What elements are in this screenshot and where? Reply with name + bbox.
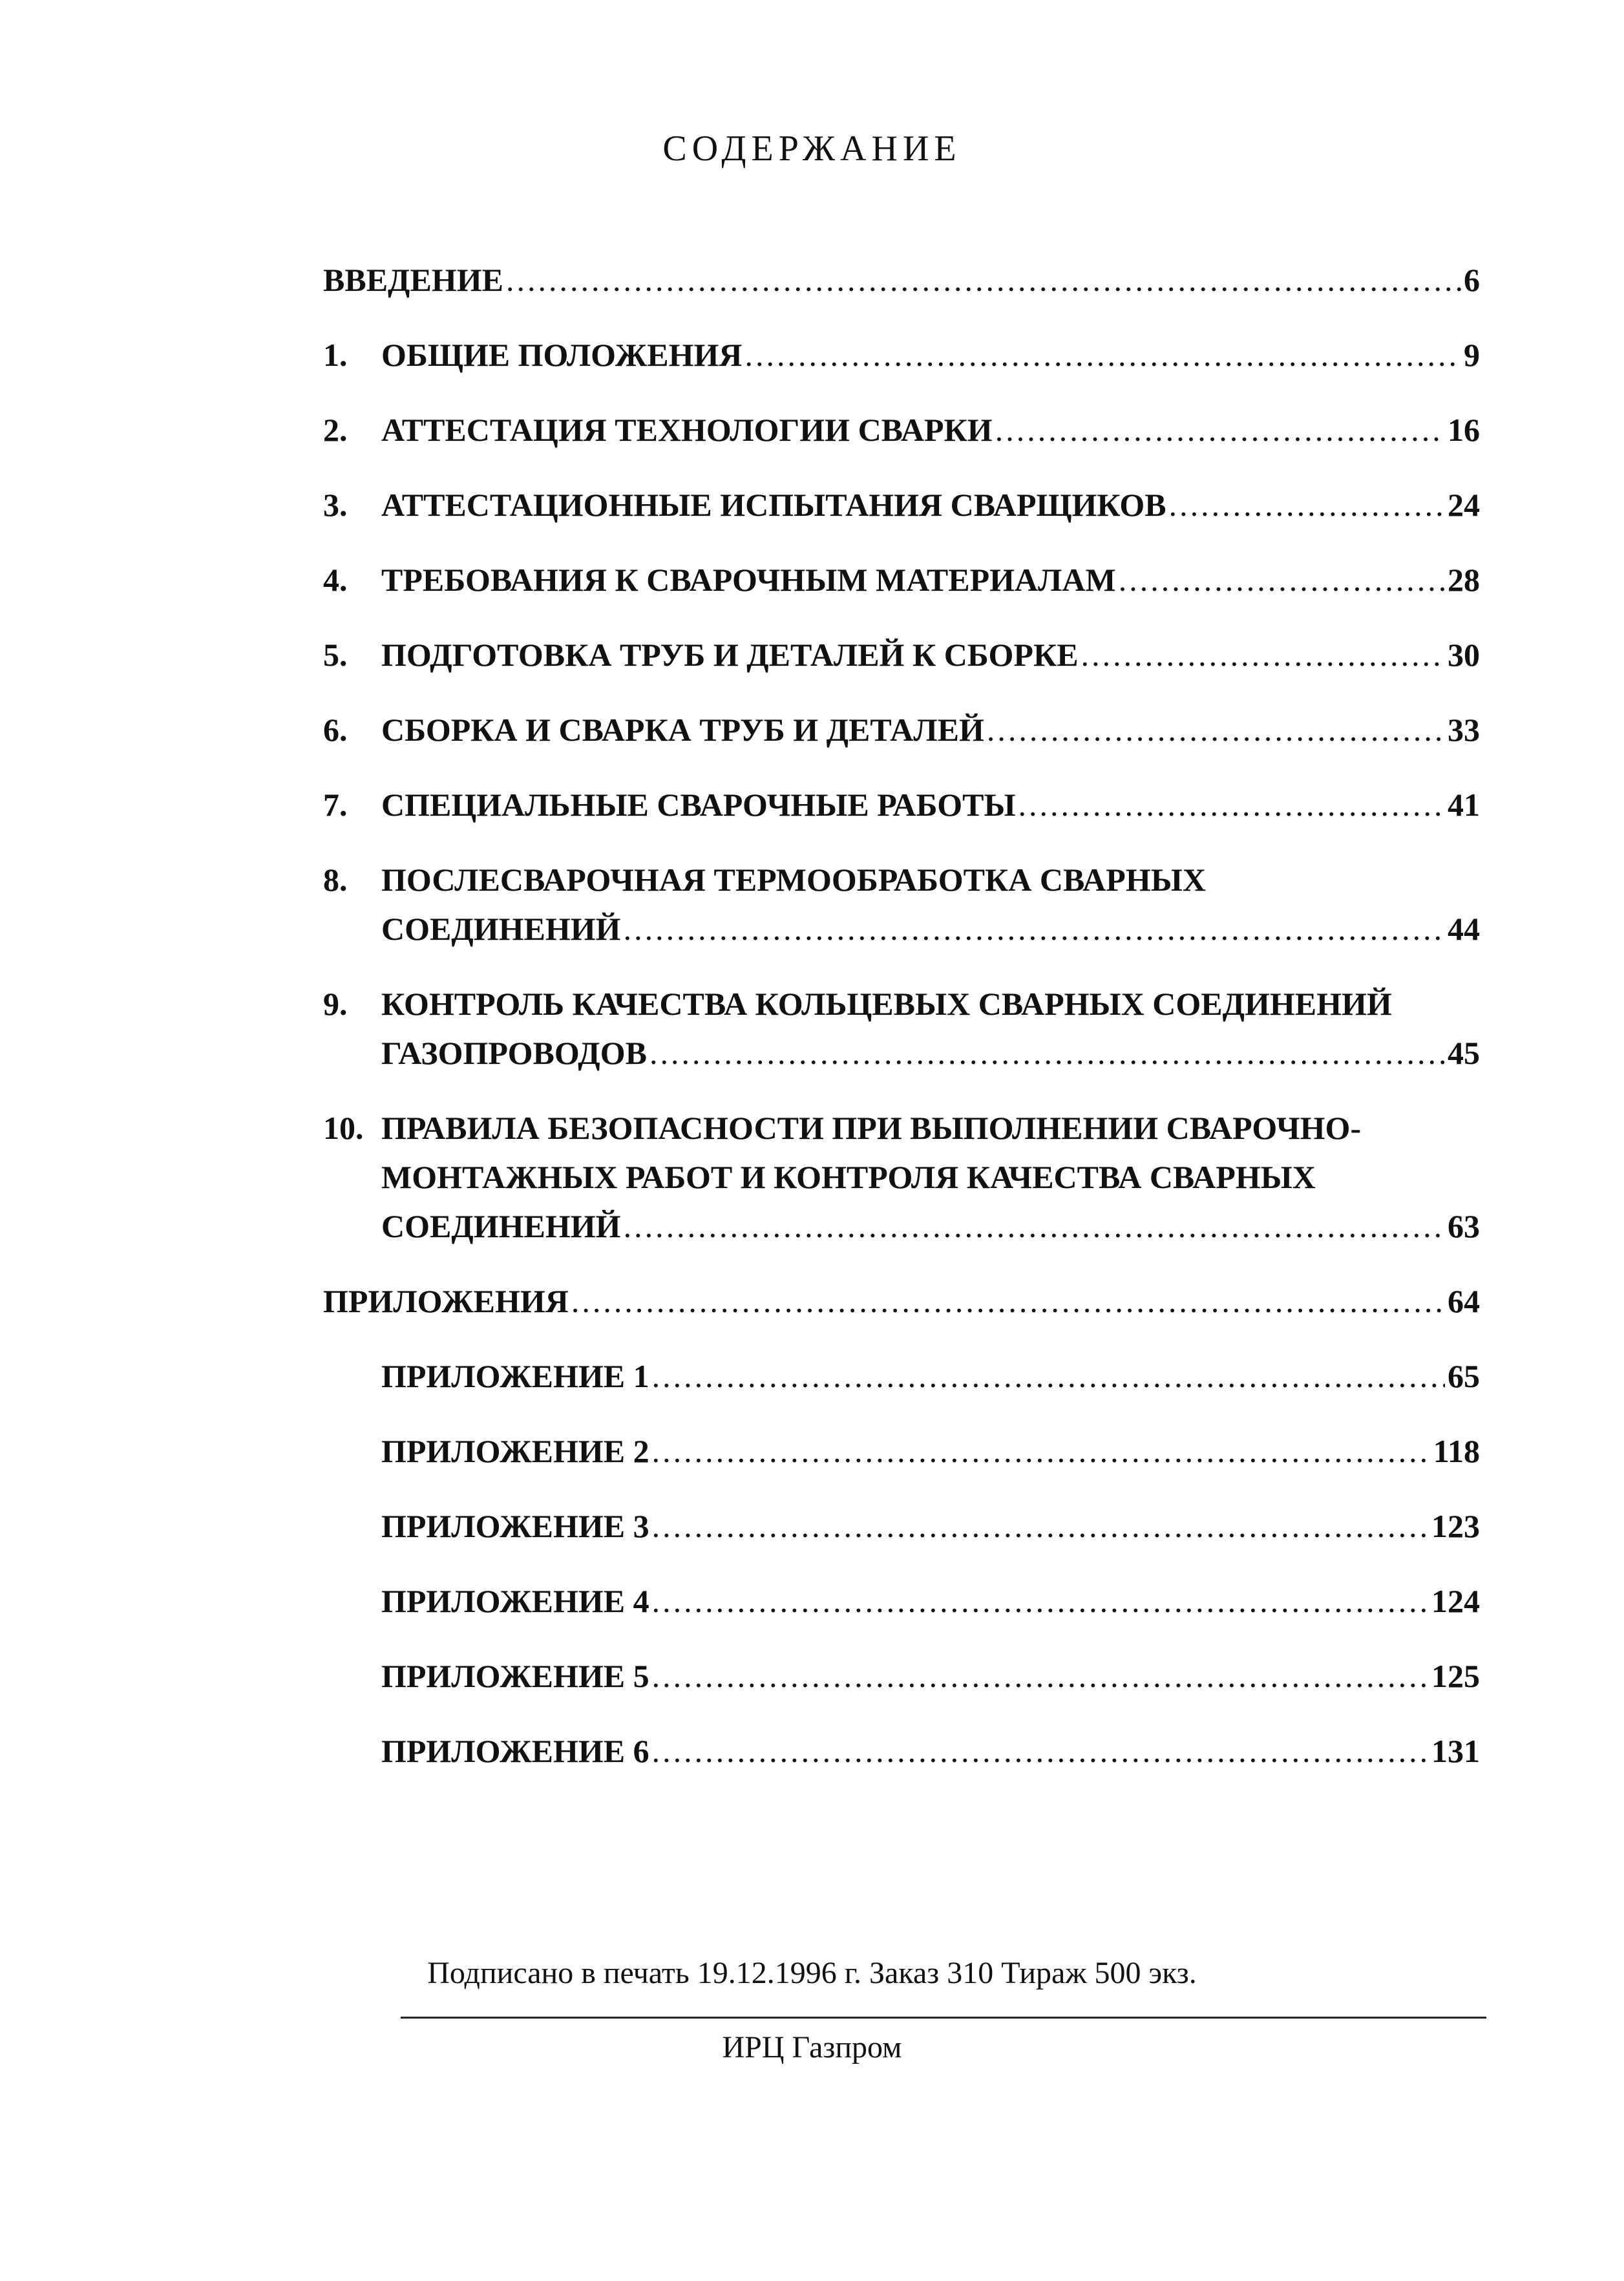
toc-entry-title: ТРЕБОВАНИЯ К СВАРОЧНЫМ МАТЕРИАЛАМ (381, 562, 1116, 598)
toc-entry-body (381, 1726, 1480, 1776)
toc-entry (323, 705, 1480, 754)
toc-entry-page: 63 (1448, 1208, 1480, 1244)
toc-entry-title-line: ПРАВИЛА БЕЗОПАСНОСТИ ПРИ ВЫПОЛНЕНИИ СВАРОЧНО- (381, 1110, 1362, 1146)
dot-leader (624, 904, 1445, 953)
toc-entry-line (381, 705, 1480, 754)
toc-entry-body (323, 255, 1480, 304)
toc-entry-body (381, 979, 1480, 1077)
toc-entry-line (381, 480, 1480, 529)
toc-entry-body (381, 405, 1480, 454)
toc-entry (323, 1352, 1480, 1401)
toc-entry-title: ПРИЛОЖЕНИЕ 2 (381, 1433, 649, 1469)
toc-entry-number: 5. (323, 637, 348, 673)
toc-entry-title: ПРИЛОЖЕНИЕ 5 (381, 1658, 649, 1694)
toc-entry-number: 9. (323, 986, 348, 1022)
toc-entry-title: ПОДГОТОВКА ТРУБ И ДЕТАЛЕЙ К СБОРКЕ (381, 637, 1079, 673)
toc-entry-line (381, 1028, 1480, 1077)
dot-leader (652, 1651, 1429, 1701)
dot-leader (652, 1427, 1431, 1476)
toc-entry (323, 1576, 1480, 1626)
toc-entry-line (381, 1576, 1480, 1626)
toc-entry-line (381, 555, 1480, 604)
toc-entry-line (381, 1651, 1480, 1701)
toc-entry-title-line: ПОСЛЕСВАРОЧНАЯ ТЕРМООБРАБОТКА СВАРНЫХ (381, 862, 1206, 898)
toc-entry-line (381, 1427, 1480, 1476)
dot-leader (649, 1028, 1445, 1077)
toc-entry (323, 780, 1480, 829)
toc-entry-body (381, 855, 1480, 953)
dot-leader (571, 1277, 1445, 1326)
toc-entry-page: 64 (1448, 1283, 1480, 1319)
toc-entry (323, 1427, 1480, 1476)
toc-entry-title: СОЕДИНЕНИЙ (381, 911, 621, 947)
toc-entry (323, 1726, 1480, 1776)
toc-entry-page: 118 (1433, 1433, 1480, 1469)
toc-entry-page: 16 (1448, 412, 1480, 448)
toc-entry-page: 131 (1431, 1733, 1480, 1769)
toc-entry-body (381, 1501, 1480, 1551)
toc-entry-page: 65 (1448, 1358, 1480, 1394)
toc-entry (323, 979, 1480, 1077)
dot-leader (652, 1576, 1429, 1626)
toc-entry-title: АТТЕСТАЦИЯ ТЕХНОЛОГИИ СВАРКИ (381, 412, 993, 448)
toc-entry-page: 123 (1431, 1508, 1480, 1544)
publisher: ИРЦ Газпром (722, 2030, 902, 2064)
dot-leader (1081, 630, 1445, 679)
toc-entry-number: 2. (323, 412, 348, 448)
toc-entry-title: ПРИЛОЖЕНИЕ 1 (381, 1358, 649, 1394)
toc-entry-line (323, 1277, 1480, 1326)
toc-entry (323, 1103, 1480, 1251)
toc-entry-title: ПРИЛОЖЕНИЕ 4 (381, 1583, 649, 1619)
toc-entry-title: ОБЩИЕ ПОЛОЖЕНИЯ (381, 337, 743, 373)
toc-entry-number: 10. (323, 1110, 364, 1146)
toc-entry-number: 4. (323, 562, 348, 598)
toc-entry-title-line: МОНТАЖНЫХ РАБОТ И КОНТРОЛЯ КАЧЕСТВА СВАРНЫХ (381, 1159, 1316, 1195)
toc-entry-number: 6. (323, 712, 348, 748)
dot-leader (987, 705, 1445, 754)
toc-entry-title: СОЕДИНЕНИЙ (381, 1208, 621, 1244)
toc-entry (323, 1651, 1480, 1701)
toc-entry-body (381, 630, 1480, 679)
toc-entry-number: 3. (323, 487, 348, 523)
toc-entry (323, 330, 1480, 379)
toc-entry (323, 480, 1480, 529)
toc-entry-body (381, 1103, 1480, 1251)
toc-entry-page: 24 (1448, 487, 1480, 523)
toc-entry-body (381, 555, 1480, 604)
toc-entry (323, 255, 1480, 304)
toc-entry-title: ГАЗОПРОВОДОВ (381, 1035, 647, 1071)
toc-entry-body (381, 1651, 1480, 1701)
toc-entry-body (381, 1352, 1480, 1401)
dot-leader (995, 405, 1445, 454)
toc-entry-body (381, 480, 1480, 529)
toc-entry-line (381, 1202, 1480, 1251)
toc-entry-page: 9 (1464, 337, 1480, 373)
toc-entry-number: 8. (323, 862, 348, 898)
toc-entry-number: 7. (323, 787, 348, 823)
dot-leader (1169, 480, 1445, 529)
toc-entry-page: 41 (1448, 787, 1480, 823)
dot-leader (1119, 555, 1445, 604)
toc-entry-title: ПРИЛОЖЕНИЯ (323, 1283, 569, 1319)
toc-entry-line (323, 255, 1480, 304)
toc-entry (323, 855, 1480, 953)
toc-entry-body (381, 780, 1480, 829)
toc-entry-title: ПРИЛОЖЕНИЕ 3 (381, 1508, 649, 1544)
toc-entry (323, 405, 1480, 454)
dot-leader (652, 1352, 1445, 1401)
toc-entry-page: 45 (1448, 1035, 1480, 1071)
toc-entry-line (381, 780, 1480, 829)
dot-leader (506, 255, 1461, 304)
toc-entry-title: СБОРКА И СВАРКА ТРУБ И ДЕТАЛЕЙ (381, 712, 984, 748)
toc-entry (323, 630, 1480, 679)
toc-entry-body (381, 1576, 1480, 1626)
toc-entry-title: ПРИЛОЖЕНИЕ 6 (381, 1733, 649, 1769)
toc-entry-title: ВВЕДЕНИЕ (323, 262, 503, 298)
toc-entry-line (381, 405, 1480, 454)
toc-entry-line (381, 330, 1480, 379)
dot-leader (744, 330, 1461, 379)
toc-entry-body (381, 1427, 1480, 1476)
toc-entry-page: 28 (1448, 562, 1480, 598)
toc-entry-body (323, 1277, 1480, 1326)
page-title: СОДЕРЖАНИЕ (662, 129, 962, 169)
toc-entry-line (381, 630, 1480, 679)
toc-entry (323, 1277, 1480, 1326)
toc-entry-page: 6 (1464, 262, 1480, 298)
dot-leader (652, 1726, 1429, 1776)
toc-entry-page: 44 (1448, 911, 1480, 947)
toc-entry-page: 33 (1448, 712, 1480, 748)
dot-leader (624, 1202, 1445, 1251)
toc-entry (323, 555, 1480, 604)
toc-entry-title: СПЕЦИАЛЬНЫЕ СВАРОЧНЫЕ РАБОТЫ (381, 787, 1016, 823)
toc-entry-title-line: КОНТРОЛЬ КАЧЕСТВА КОЛЬЦЕВЫХ СВАРНЫХ СОЕДИНЕНИЙ (381, 986, 1392, 1022)
dot-leader (652, 1501, 1429, 1551)
toc-entry-body (381, 330, 1480, 379)
toc-entry-title: АТТЕСТАЦИОННЫЕ ИСПЫТАНИЯ СВАРЩИКОВ (381, 487, 1166, 523)
divider-rule (401, 2017, 1486, 2019)
toc-entry-body (381, 705, 1480, 754)
toc-entry-page: 125 (1431, 1658, 1480, 1694)
toc-entry-line (381, 1726, 1480, 1776)
toc-entry-line (381, 1352, 1480, 1401)
imprint-line: Подписано в печать 19.12.1996 г. Заказ 310 Тираж 500 экз. (427, 1956, 1197, 1990)
toc-entry-line (381, 904, 1480, 953)
dot-leader (1018, 780, 1445, 829)
toc-entry (323, 1501, 1480, 1551)
toc-entry-page: 30 (1448, 637, 1480, 673)
toc-entry-line (381, 1501, 1480, 1551)
toc-entry-number: 1. (323, 337, 348, 373)
toc-entry-page: 124 (1431, 1583, 1480, 1619)
